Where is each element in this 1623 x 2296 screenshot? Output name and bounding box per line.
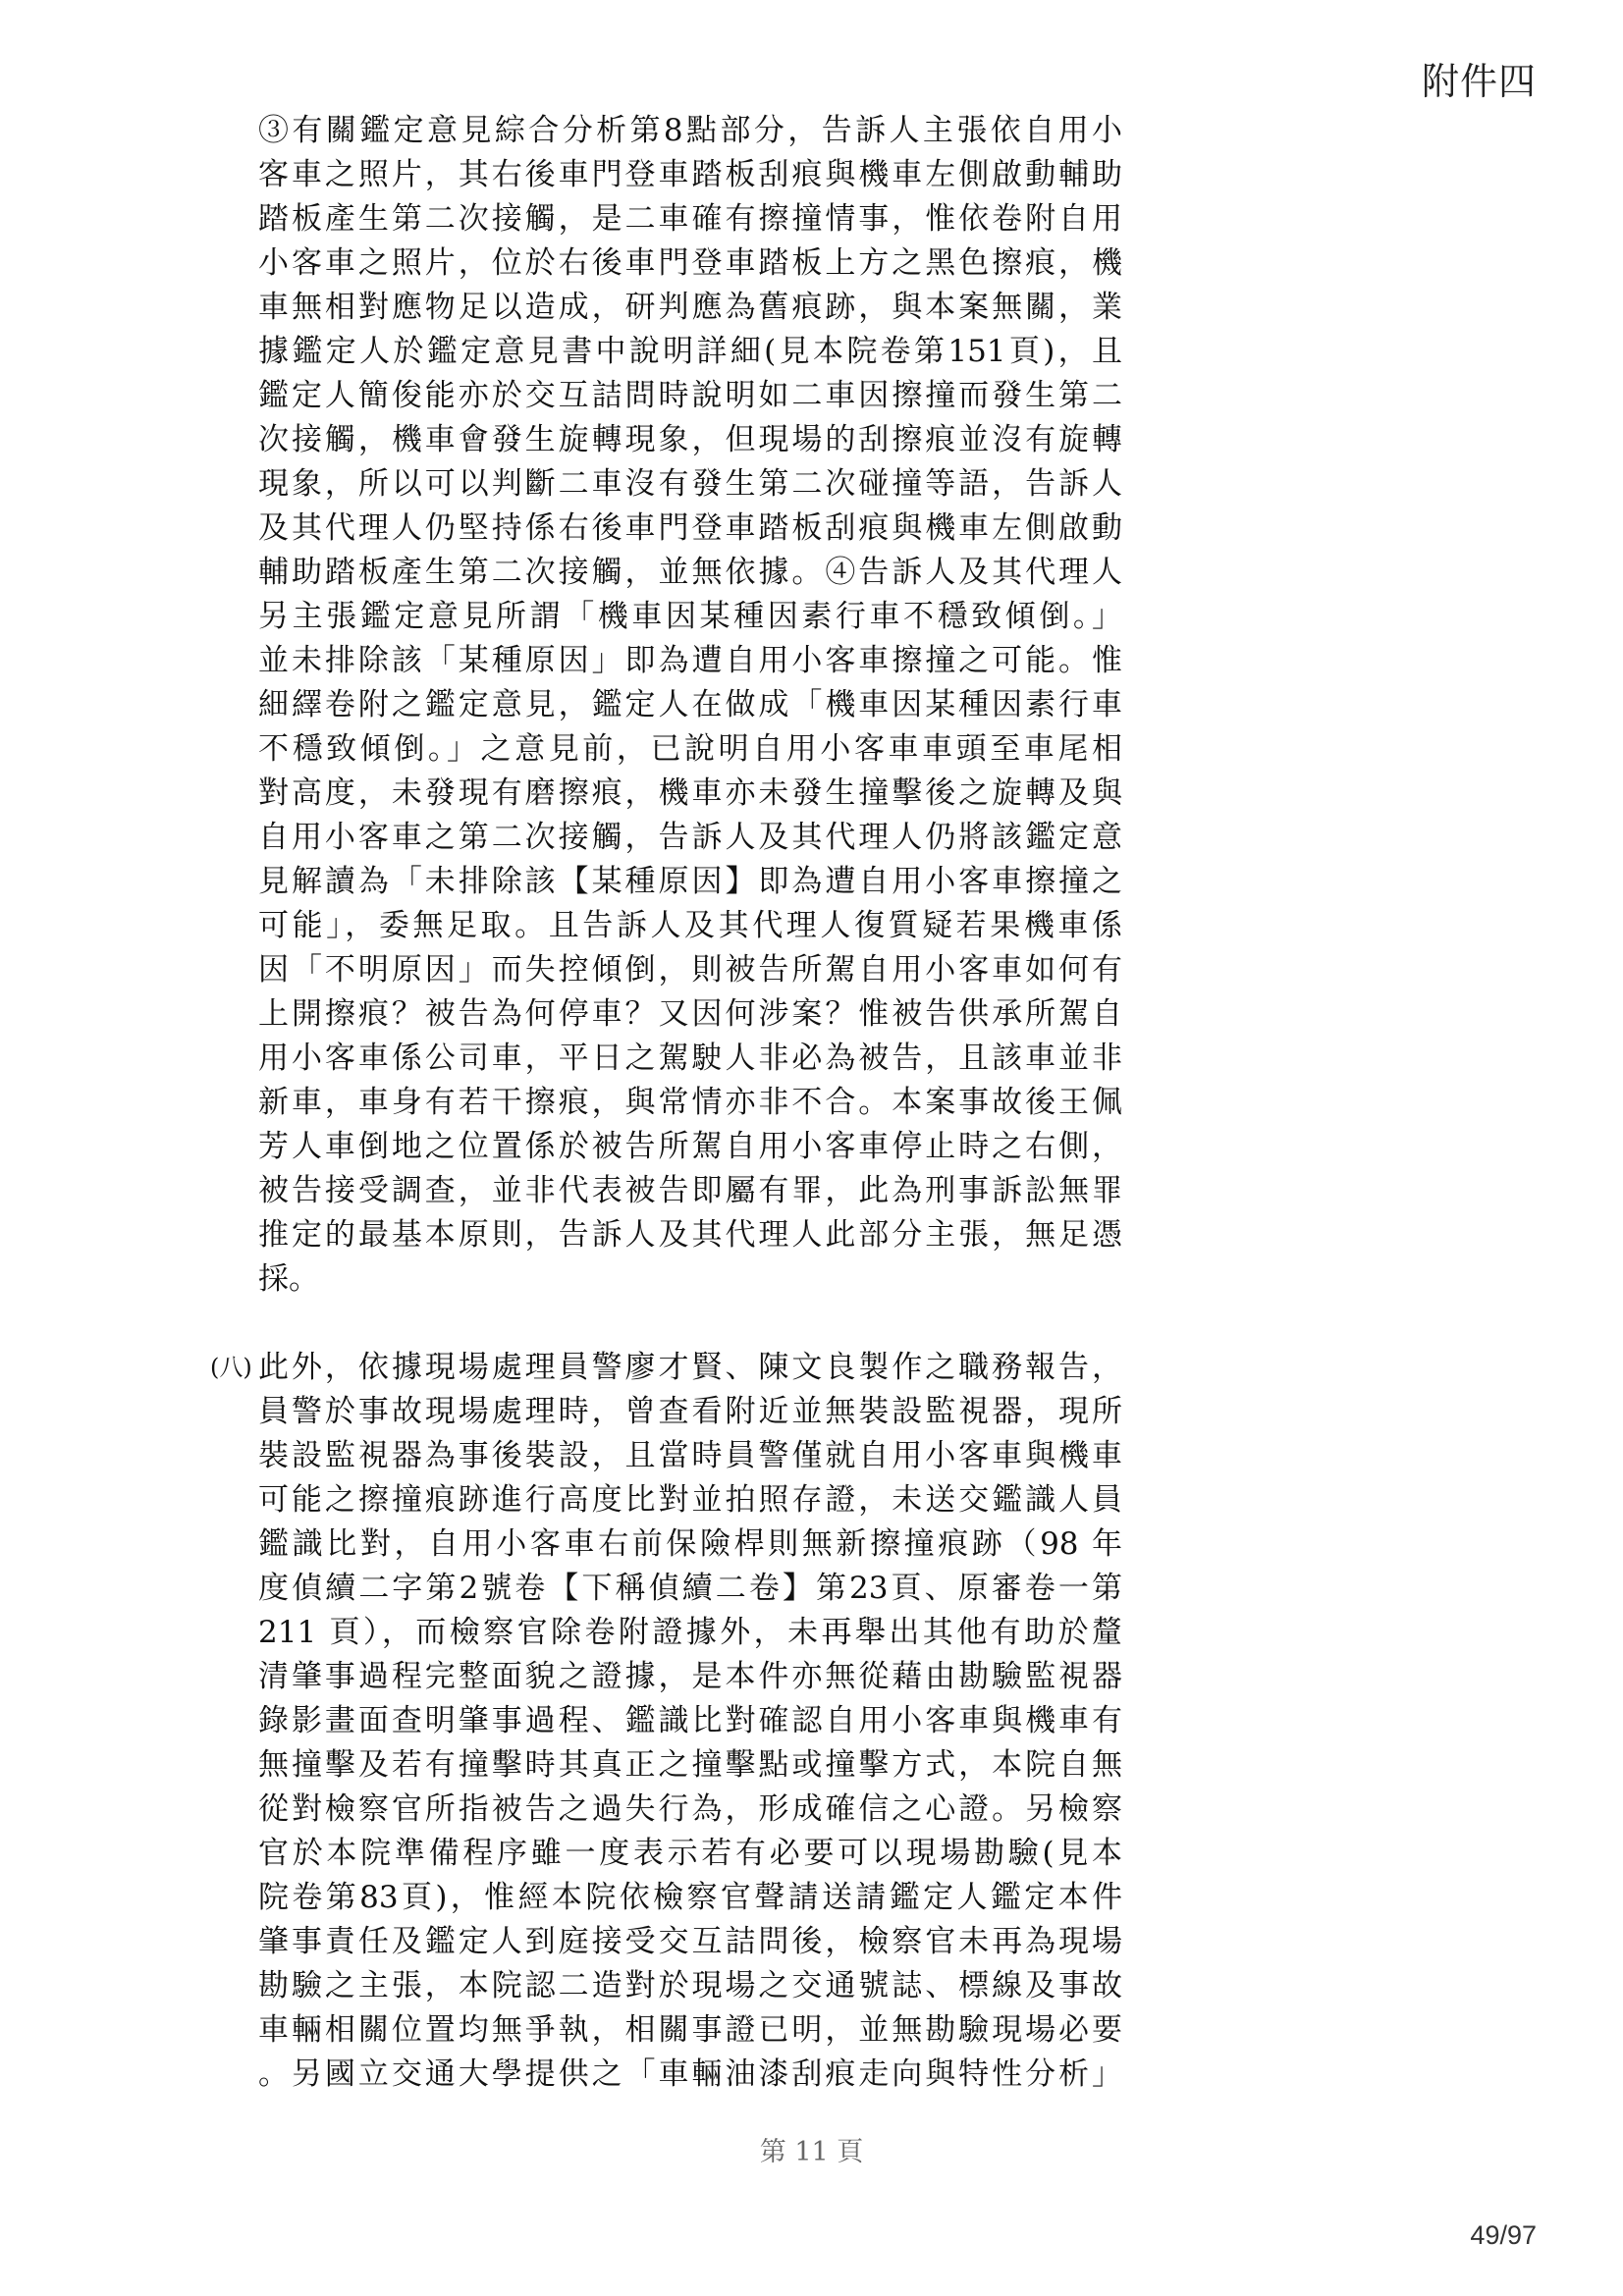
text-line: 可能之擦撞痕跡進行高度比對並拍照存證，未送交鑑識人員 [258, 1482, 1122, 1518]
text-line: 採。 [258, 1261, 319, 1297]
text-line: 此外，依據現場處理員警廖才賢、陳文良製作之職務報告， [258, 1350, 1122, 1385]
text-line: 從對檢察官所指被告之過失行為，形成確信之心證。另檢察 [258, 1791, 1122, 1827]
text-line: 輔助踏板產生第二次接觸，並無依據。④告訴人及其代理人 [258, 555, 1122, 590]
text-line: 及其代理人仍堅持係右後車門登車踏板刮痕與機車左側啟動 [258, 510, 1122, 546]
text-line: 踏板產生第二次接觸，是二車確有擦撞情事，惟依卷附自用 [258, 201, 1122, 237]
text-line: 度偵續二字第2號卷【下稱偵續二卷】第23頁、原審卷一第 [258, 1571, 1122, 1606]
page-number-label: 第 11 頁 [759, 2137, 864, 2167]
text-line: 現象，所以可以判斷二車沒有發生第二次碰撞等語，告訴人 [258, 466, 1122, 502]
text-line: 因「不明原因」而失控傾倒，則被告所駕自用小客車如何有 [258, 952, 1122, 988]
text-line: 見解讀為「未排除該【某種原因】即為遭自用小客車擦撞之 [258, 864, 1122, 899]
text-line: 鑑定人簡俊能亦於交互詰問時說明如二車因擦撞而發生第二 [258, 378, 1122, 413]
text-line: 上開擦痕？被告為何停車？又因何涉案？惟被告供承所駕自 [258, 996, 1122, 1032]
annex-label: 附件四 [1421, 60, 1537, 103]
text-line: 據鑑定人於鑑定意見書中說明詳細(見本院卷第151頁)，且 [258, 334, 1122, 369]
text-line: 員警於事故現場處理時，曾查看附近並無裝設監視器，現所 [258, 1394, 1122, 1429]
text-line: 車無相對應物足以造成，研判應為舊痕跡，與本案無關，業 [258, 290, 1122, 325]
text-line: 另主張鑑定意見所謂「機車因某種因素行車不穩致傾倒。」 [258, 599, 1122, 634]
text-line: 勘驗之主張，本院認二造對於現場之交通號誌、標線及事故 [258, 1968, 1122, 2003]
text-line: 。另國立交通大學提供之「車輛油漆刮痕走向與特性分析」 [258, 2056, 1122, 2092]
text-line: 次接觸，機車會發生旋轉現象，但現場的刮擦痕並沒有旋轉 [258, 422, 1122, 457]
text-line: 被告接受調查，並非代表被告即屬有罪，此為刑事訴訟無罪 [258, 1173, 1122, 1208]
page-counter: 49/97 [1470, 2220, 1537, 2250]
text-line: 官於本院準備程序雖一度表示若有必要可以現場勘驗(見本 [258, 1836, 1122, 1871]
text-line: 211 頁），而檢察官除卷附證據外，未再舉出其他有助於釐 [258, 1615, 1122, 1650]
text-line: 對高度，未發現有磨擦痕，機車亦未發生撞擊後之旋轉及與 [258, 775, 1122, 811]
text-line: 不穩致傾倒。」之意見前，已說明自用小客車車頭至車尾相 [258, 731, 1122, 767]
text-line: 新車，車身有若干擦痕，與常情亦非不合。本案事故後王佩 [258, 1085, 1122, 1120]
text-line: 並未排除該「某種原因」即為遭自用小客車擦撞之可能。惟 [258, 643, 1122, 678]
text-line: 錄影畫面查明肇事過程、鑑識比對確認自用小客車與機車有 [258, 1703, 1122, 1738]
text-line: 肇事責任及鑑定人到庭接受交互詰問後，檢察官未再為現場 [258, 1924, 1122, 1959]
text-line: 芳人車倒地之位置係於被告所駕自用小客車停止時之右側， [258, 1129, 1122, 1164]
text-line: 可能」，委無足取。且告訴人及其代理人復質疑若果機車係 [258, 908, 1122, 943]
text-line: 清肇事過程完整面貌之證據，是本件亦無從藉由勘驗監視器 [258, 1659, 1122, 1694]
text-line: 院卷第83頁)，惟經本院依檢察官聲請送請鑑定人鑑定本件 [258, 1880, 1122, 1915]
text-line: 裝設監視器為事後裝設，且當時員警僅就自用小客車與機車 [258, 1438, 1122, 1473]
text-line: 自用小客車之第二次接觸，告訴人及其代理人仍將該鑑定意 [258, 820, 1122, 855]
text-line: ③有關鑑定意見綜合分析第8點部分，告訴人主張依自用小 [258, 113, 1122, 148]
text-line: 客車之照片，其右後車門登車踏板刮痕與機車左側啟動輔助 [258, 157, 1122, 192]
text-line: 用小客車係公司車，平日之駕駛人非必為被告，且該車並非 [258, 1041, 1122, 1076]
text-line: 車輛相關位置均無爭執，相關事證已明，並無勘驗現場必要 [258, 2012, 1122, 2048]
text-line: 細繹卷附之鑑定意見，鑑定人在做成「機車因某種因素行車 [258, 687, 1122, 722]
text-line: 小客車之照片，位於右後車門登車踏板上方之黑色擦痕，機 [258, 245, 1122, 281]
text-line: 鑑識比對，自用小客車右前保險桿則無新擦撞痕跡（98 年 [258, 1526, 1122, 1562]
text-line: 推定的最基本原則，告訴人及其代理人此部分主張，無足憑 [258, 1217, 1122, 1253]
text-line: 無撞擊及若有撞擊時其真正之撞擊點或撞擊方式，本院自無 [258, 1747, 1122, 1783]
item-marker: (八) [210, 1354, 252, 1381]
